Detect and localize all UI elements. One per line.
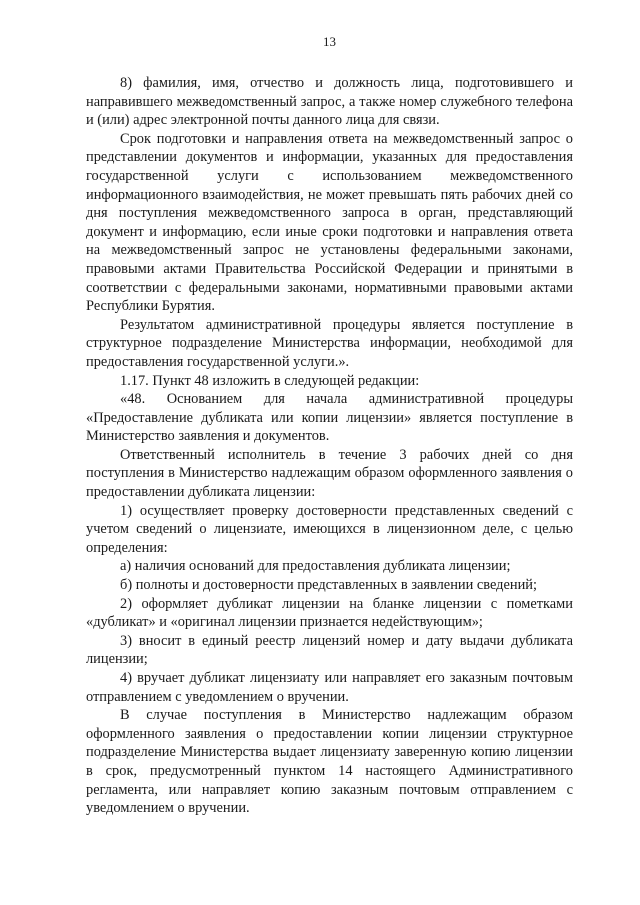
document-page [86, 34, 573, 818]
paragraph-response-deadline: Срок подготовки и направления ответа на межведомственный запрос о представлении документов и информации, указанных для предоставления государственной услуги с использованием межведомственного информационного взаимодействия, не может превышать пять рабочих дней со дня поступления межведомственного запроса в орган, представляющий документ и информацию, если иные сроки подготовки и направления ответа на межведомственный запрос не установлены федеральными законами, правовыми актами Правительства Российской Федерации и принятыми в соответствии с федеральными законами, нормативными правовыми актами Республики Бурятия. [86, 130, 573, 315]
paragraph-step-3: 3) вносит в единый реестр лицензий номер и дату выдачи дубликата лицензии; [86, 632, 573, 668]
paragraph-license-copy: В случае поступления в Министерство надлежащим образом оформленного заявления о предоставлении копии лицензии структурное подразделение Министерства выдает лицензиату заверенную копию лицензии в срок, предусмотренный пунктом 14 настоящего Административного регламента, или направляет копию заказным почтовым отправлением с уведомлением о вручении. [86, 707, 573, 817]
paragraph-step-1-b: б) полноты и достоверности представленных в заявлении сведений; [120, 577, 537, 594]
paragraph-step-2: 2) оформляет дубликат лицензии на бланке лицензии с пометками «дубликат» и «оригинал лицензии признается недействующим»; [86, 595, 573, 631]
paragraph-step-1-a: а) наличия оснований для предоставления дубликата лицензии; [120, 558, 511, 575]
paragraph-amendment-1-17: 1.17. Пункт 48 изложить в следующей редакции: [120, 372, 420, 389]
paragraph-step-4: 4) вручает дубликат лицензиату или направляет его заказным почтовым отправлением с уведомлением о вручении. [86, 670, 573, 705]
paragraph-procedure-result: Результатом административной процедуры является поступление в структурное подразделение Министерства информации, необходимой для предоставления государственной услуги.». [86, 316, 573, 370]
page-number: 13 [323, 34, 336, 49]
paragraph-step-1: 1) осуществляет проверку достоверности представленных сведений с учетом сведений о лицензиате, имеющихся в лицензионном деле, с целью определения: [86, 502, 573, 556]
paragraph-item-48: «48. Основанием для начала административной процедуры «Предоставление дубликата или копии лицензии» является поступление в Министерство заявления и документов. [86, 391, 573, 445]
paragraph-item-8: 8) фамилия, имя, отчество и должность лица, подготовившего и направившего межведомственный запрос, а также номер служебного телефона и (или) адрес электронной почты данного лица для связи. [86, 75, 573, 129]
paragraph-responsible-executor: Ответственный исполнитель в течение 3 рабочих дней со дня поступления в Министерство надлежащим образом оформленного заявления о предоставлении дубликата лицензии: [86, 446, 573, 501]
